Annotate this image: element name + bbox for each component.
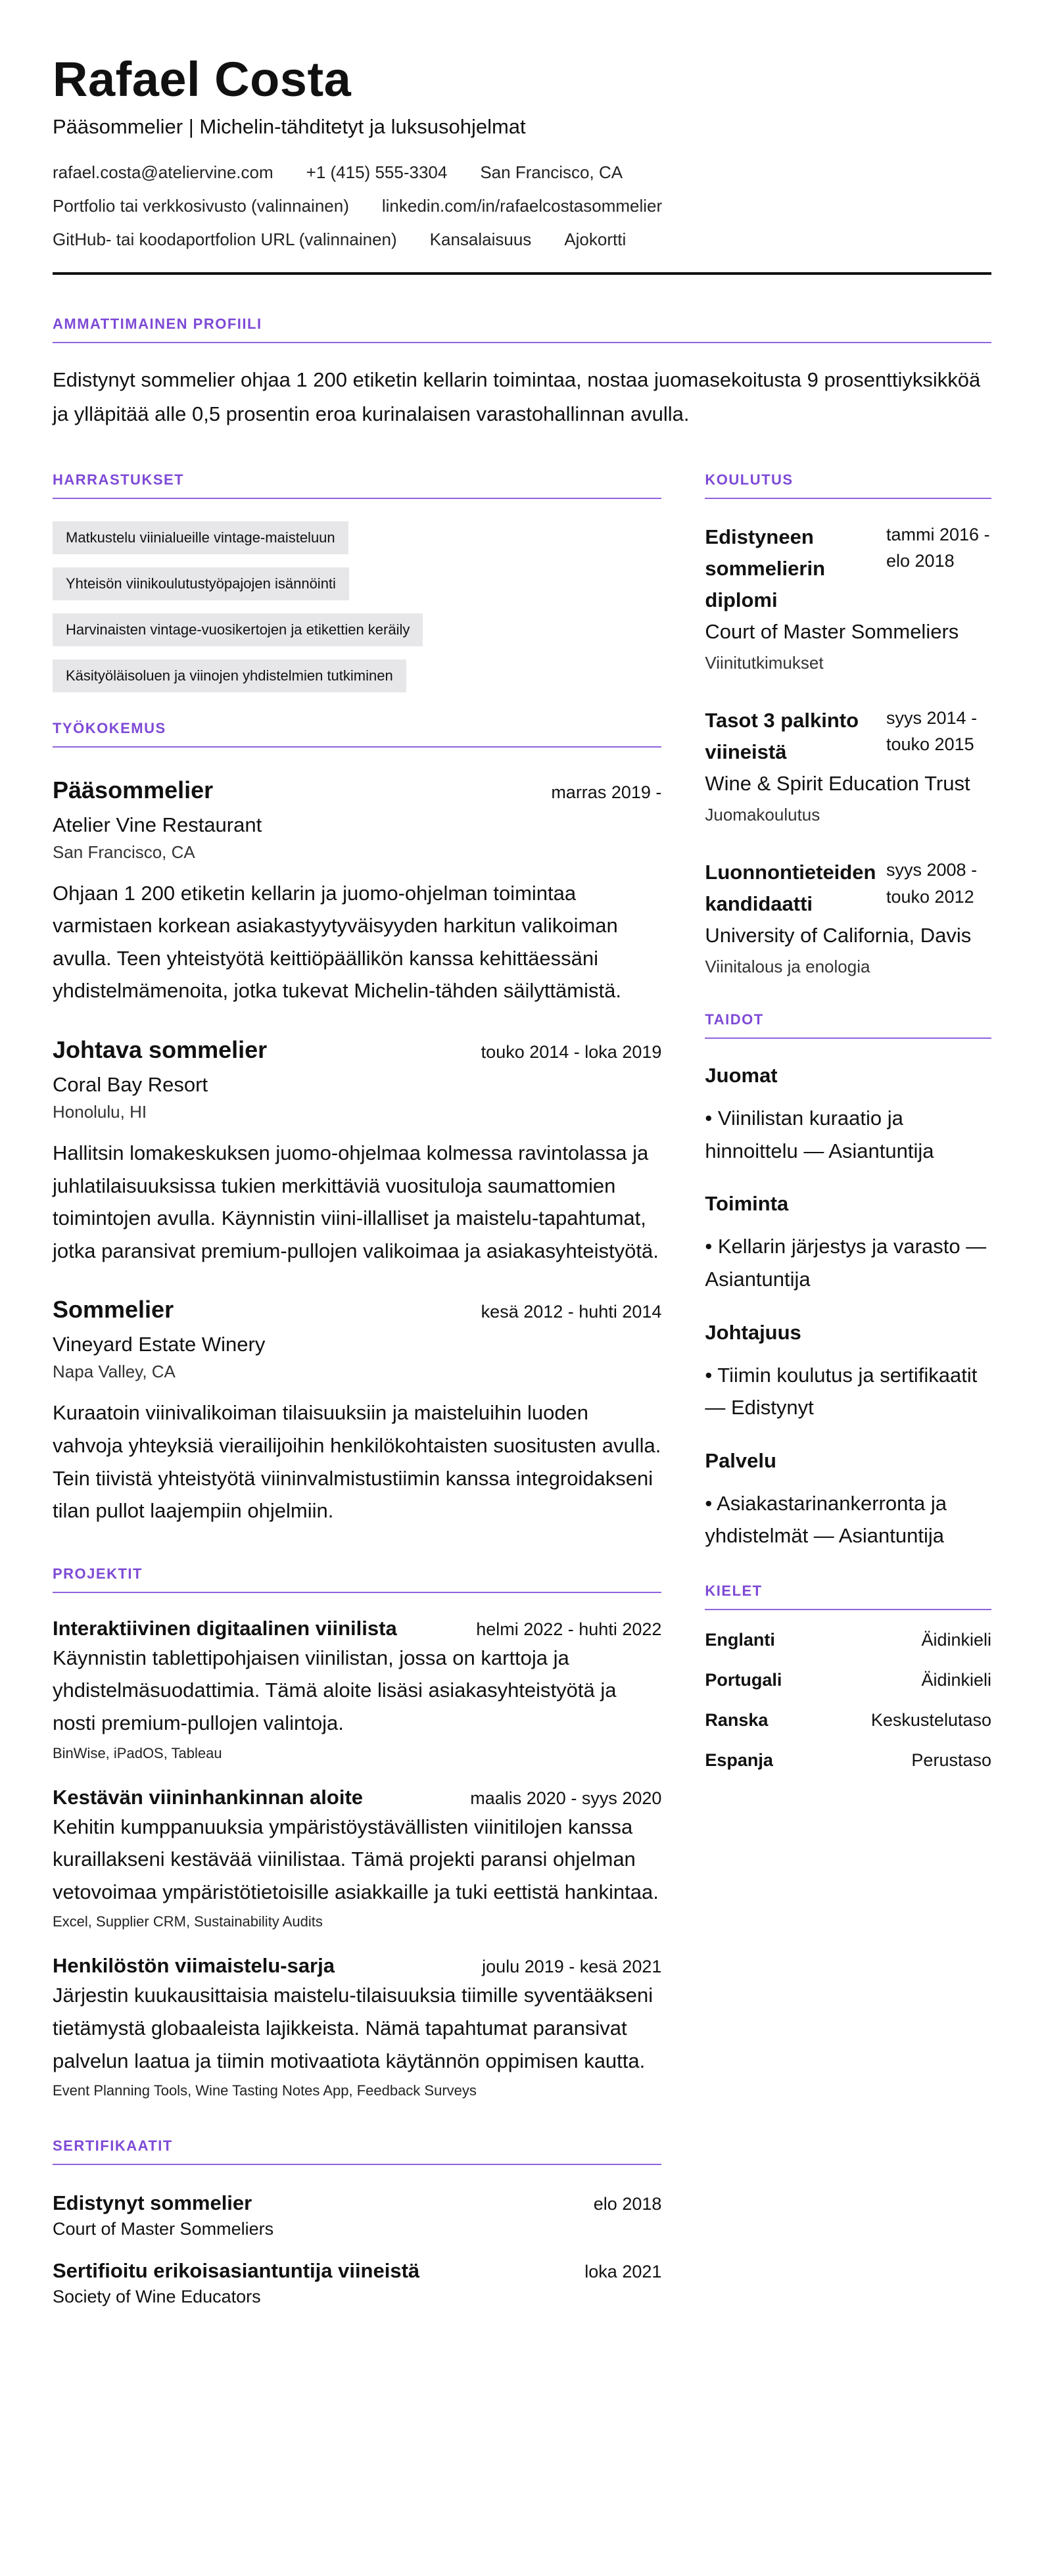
hobby-tag: Harvinaisten vintage-vuosikertojen ja etikettien keräily (53, 613, 423, 646)
language-name: Ranska (705, 1709, 769, 1730)
skill-category: Juomat (705, 1064, 778, 1087)
job-description: Hallitsin lomakeskuksen juomo-ohjelmaa kolmessa ravintolassa ja juhlatilaisuuksissa tukien merkittäviä vuosituloja saumattomien toimintojen avulla. Käynnistin viini-illalliset ja maistelu-tapahtumat, jotka paransivat premium-pullojen valikoimaa ja asiakasyhteistyötä. (53, 1141, 659, 1262)
citizenship: Kansalaisuus (429, 229, 532, 250)
skill-item: • Tiimin koulutus ja sertifikaatit — Edistynyt (705, 1363, 978, 1419)
profile-text: Edistynyt sommelier ohjaa 1 200 etiketin kellarin toimintaa, nostaa juomasekoitusta 9 prosenttiyksikköä ja ylläpitää alle 0,5 prosentin eroa kurinalaisen varastohallinnan avulla. (53, 368, 981, 425)
education-field: Viinitutkimukset (705, 652, 824, 673)
github-link[interactable]: GitHub- tai koodaportfolion URL (valinnainen) (53, 229, 397, 250)
education-degree: Tasot 3 palkinto viineistä (705, 708, 859, 763)
education-field: Juomakoulutus (705, 805, 820, 824)
projects-section (53, 1565, 661, 2099)
language-level: Äidinkieli (921, 1629, 991, 1650)
education-date: syys 2008 - touko 2012 (886, 860, 978, 907)
language-row (705, 1630, 991, 1650)
resume-header (53, 53, 991, 275)
project-date: helmi 2022 - huhti 2022 (476, 1619, 662, 1639)
project-entry (53, 1786, 661, 1931)
skill-item: • Asiakastarinankerronta ja yhdistelmät — Asiantuntija (705, 1491, 947, 1548)
certification-date: elo 2018 (593, 2194, 662, 2214)
job-title: Pääsommelier (53, 776, 214, 803)
hobby-tag: Yhteisön viinikoulutustyöpajojen isännöinti (53, 567, 349, 600)
education-school: University of California, Davis (705, 924, 972, 947)
job-header (53, 776, 661, 804)
job-company: Coral Bay Resort (53, 1073, 208, 1097)
project-tech: Event Planning Tools, Wine Tasting Notes App, Feedback Surveys (53, 2082, 477, 2099)
job-header (53, 1296, 661, 1324)
job-location: Napa Valley, CA (53, 1362, 176, 1382)
project-date: maalis 2020 - syys 2020 (470, 1788, 662, 1808)
education-date: syys 2014 - touko 2015 (886, 707, 978, 755)
language-name: Englanti (705, 1629, 775, 1650)
section-title: KIELET (705, 1583, 991, 1610)
certification-issuer: Court of Master Sommeliers (53, 2219, 274, 2239)
project-tech: BinWise, iPadOS, Tableau (53, 1744, 222, 1761)
language-level: Äidinkieli (921, 1669, 991, 1690)
section-title: TYÖKOKEMUS (53, 720, 661, 748)
drivers-license: Ajokortti (564, 229, 627, 250)
contact-row (53, 162, 991, 183)
section-title: KOULUTUS (705, 471, 991, 499)
job-header (53, 1036, 661, 1064)
section-title: PROJEKTIT (53, 1565, 661, 1593)
hobby-tags (53, 521, 661, 692)
hobby-tag: Käsityöläisoluen ja viinojen yhdistelmien tutkiminen (53, 659, 406, 692)
language-name: Espanja (705, 1750, 773, 1770)
language-name: Portugali (705, 1669, 782, 1690)
location: San Francisco, CA (480, 162, 623, 183)
candidate-name: Rafael Costa (53, 52, 352, 107)
experience-section (53, 720, 661, 1527)
linkedin-link[interactable]: linkedin.com/in/rafaelcostasommelier (381, 196, 663, 216)
project-date: joulu 2019 - kesä 2021 (482, 1957, 662, 1977)
job-company: Vineyard Estate Winery (53, 1333, 266, 1356)
skill-category: Palvelu (705, 1448, 776, 1472)
education-degree: Luonnontieteiden kandidaatti (705, 861, 876, 916)
job-location: San Francisco, CA (53, 842, 195, 862)
section-title: HARRASTUKSET (53, 471, 661, 499)
job-title: Johtava sommelier (53, 1036, 268, 1064)
skills-section (705, 1011, 991, 1552)
education-section (705, 471, 991, 980)
project-header (53, 1786, 661, 1809)
section-title: SERTIFIKAATIT (53, 2137, 661, 2165)
certification-title: Edistynyt sommelier (53, 2191, 252, 2215)
phone-number[interactable]: +1 (415) 555-3304 (306, 162, 448, 183)
project-title: Interaktiivinen digitaalinen viinilista (53, 1616, 397, 1640)
job-description: Ohjaan 1 200 etiketin kellarin ja juomo-ohjelman toimintaa varmistaen korkean asiakastyytyväisyyden harkitun valikoiman avulla. Teen yhteistyötä keittiöpäällikön kanssa kehittäessäni yhdistelmämenoita, jotka tukevat Michelin-tähden säilyttämistä. (53, 881, 621, 1003)
language-level: Keskustelutaso (870, 1709, 991, 1730)
job-company: Atelier Vine Restaurant (53, 813, 262, 836)
education-entry (705, 857, 991, 980)
project-title: Kestävän viininhankinnan aloite (53, 1785, 364, 1809)
job-entry (53, 1036, 661, 1267)
project-header (53, 1954, 661, 1978)
job-location: Honolulu, HI (53, 1102, 147, 1122)
job-entry (53, 1296, 661, 1527)
job-title: Sommelier (53, 1296, 174, 1324)
headline: Pääsommelier | Michelin-tähditetyt ja luksusohjelmat (53, 115, 526, 139)
project-title: Henkilöstön viimaistelu-sarja (53, 1954, 335, 1978)
certification-header (53, 2259, 661, 2283)
email-link[interactable]: rafael.costa@ateliervine.com (53, 162, 273, 183)
project-entry (53, 1954, 661, 2099)
project-description: Järjestin kuukausittaisia maistelu-tilaisuuksia tiimille syventääkseni tietämystä globaaleista lajikkeista. Nämä tapahtumat paransivat palvelun laatua ja tiimin motivaatiota käytännön oppimisen kautta. (53, 1984, 653, 2072)
education-date: tammi 2016 - elo 2018 (886, 524, 990, 571)
education-entry (705, 521, 991, 676)
language-row (705, 1670, 991, 1690)
project-tech: Excel, Supplier CRM, Sustainability Audits (53, 1913, 323, 1930)
education-entry (705, 705, 991, 828)
contact-info (53, 162, 991, 250)
education-degree: Edistyneen sommelierin diplomi (705, 525, 826, 611)
skill-item: • Viinilistan kuraatio ja hinnoittelu — Asiantuntija (705, 1107, 934, 1162)
project-entry (53, 1617, 661, 1762)
language-row (705, 1710, 991, 1730)
education-school: Wine & Spirit Education Trust (705, 771, 970, 795)
project-description: Kehitin kumppanuuksia ympäristöystävällisten viinitilojen kanssa kuraillakseni kestävää viinilistaa. Tämä projekti paransi ohjelman vetovoimaa ympäristötietoisille asiakkaille ja tuki eettistä hankintaa. (53, 1815, 659, 1903)
job-date: kesä 2012 - huhti 2014 (481, 1302, 662, 1322)
contact-row (53, 196, 991, 216)
certifications-section (53, 2137, 661, 2307)
skill-item: • Kellarin järjestys ja varasto — Asiantuntija (705, 1235, 987, 1291)
left-column (53, 471, 661, 2307)
contact-row (53, 229, 991, 250)
certification-entry (53, 2259, 661, 2307)
education-header (705, 521, 991, 616)
education-field: Viinitalous ja enologia (705, 957, 870, 977)
education-school: Court of Master Sommeliers (705, 619, 959, 643)
header-divider (53, 272, 991, 275)
certification-date: loka 2021 (584, 2262, 662, 2282)
education-header (705, 705, 991, 768)
section-title: AMMATTIMAINEN PROFIILI (53, 316, 991, 343)
language-row (705, 1750, 991, 1771)
language-list (705, 1630, 991, 1771)
certification-entry (53, 2191, 661, 2239)
profile-section (53, 316, 991, 430)
job-entry (53, 776, 661, 1007)
right-column (705, 471, 991, 2307)
section-title: TAIDOT (705, 1011, 991, 1039)
hobbies-section (53, 471, 661, 692)
certification-header (53, 2191, 661, 2215)
job-date: touko 2014 - loka 2019 (481, 1042, 662, 1062)
two-column-body (53, 471, 991, 2307)
job-description: Kuraatoin viinivalikoiman tilaisuuksiin ja maisteluihin luoden vahvoja yhteyksiä vierailijoihin henkilökohtaisten suositusten avulla. Tein tiivistä yhteistyötä viininvalmistustiimin kanssa integroidakseni tilan pullot laajempiin ohjelmiin. (53, 1401, 661, 1523)
language-level: Perustaso (911, 1750, 991, 1770)
job-date: marras 2019 - (551, 782, 662, 802)
certification-title: Sertifioitu erikoisasiantuntija viineistä (53, 2259, 420, 2283)
skill-category: Johtajuus (705, 1320, 801, 1344)
hobby-tag: Matkustelu viinialueille vintage-maisteluun (53, 521, 348, 554)
education-header (705, 857, 991, 920)
certification-issuer: Society of Wine Educators (53, 2287, 261, 2307)
project-header (53, 1617, 661, 1640)
project-description: Käynnistin tablettipohjaisen viinilistan, jossa on karttoja ja yhdistelmäsuodattimia. Tämä aloite lisäsi asiakasyhteistyötä ja nosti premium-pullojen valintoja. (53, 1646, 617, 1734)
skill-category: Toiminta (705, 1192, 789, 1216)
languages-section (705, 1583, 991, 1771)
portfolio-link[interactable]: Portfolio tai verkkosivusto (valinnainen) (53, 196, 349, 216)
